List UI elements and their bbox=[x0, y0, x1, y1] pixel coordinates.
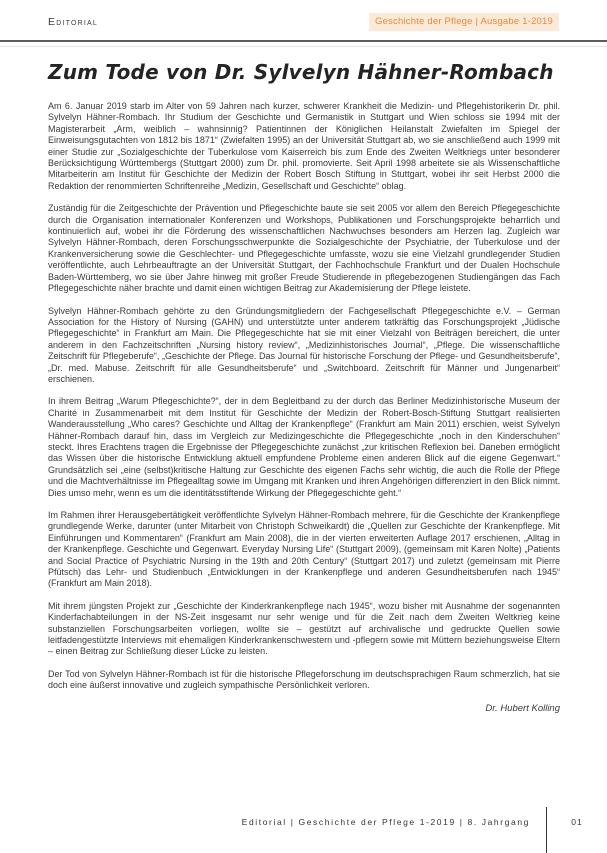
article-paragraph: In ihrem Beitrag „Warum Pflegeschichte?“, der in dem Begleitband zu der durch das Berliner Medizinhistorische Museum der Charité in Zusammenarbeit mit dem Institut für Geschichte der Medizin der Robert-Bosch-Stiftung Stuttgart realisierten Wanderausstellung „Who cares? Geschichte und Alltag der Krankenpflege“ (Frankfurt am Main 2011) erschien, weist Sylvelyn Hähner-Rombach darauf hin, dass im Vergleich zur Medizingeschichte die Pflegegeschichte „noch in den Kinderschuhen“ steckt. Ihres Erachtens tragen die Ergebnisse der Pflegegeschichte zunächst „zur kritischen Reflexion bei. Daneben ermöglicht das Wissen über die historische Entwicklung aktuell empfundene Probleme einen anderen Blick auf die eigene Gegenwart.“ Grundsätzlich sei „eine (selbst)kritische Haltung zur Geschichte des eigenen Fachs sehr wichtig, die auch die Rolle der Pflege und die Machtverhältnisse im Pflegealltag sowie im Umgang mit Kranken und ihren Angehörigen differenziert in den Blick nimmt. Dies umso mehr, wenn es um die identitätsstiftende Wirkung der Pflegegeschichte geht.“ bbox=[48, 396, 560, 498]
page-number: 01 bbox=[571, 817, 583, 827]
article-content bbox=[48, 60, 560, 714]
article-paragraph: Zuständig für die Zeitgeschichte der Prävention und Pflegeschichte baute sie seit 2005 vor allem den Bereich Pflegegeschichte durch die Organisation internationaler Konferenzen und Workshops, Publikationen und Forschungsprojekte beharrlich und kontinuierlich auf, wobei ihr die Förderung des wissenschaftlichen Nachwuchses besonders am Herzen lag. Zugleich war Sylvelyn Hähner-Rombach, deren Forschungsschwerpunkte die Sozialgeschichte der Psychiatrie, der Tuberkulose und der Krankenversicherung sowie die Geschlechter- und Pflegegeschichte umfasste, wozu sie eine Vielzahl grundlegender Studien veröffentlichte, auch Lehrbeauftragte an der Universität Stuttgart, der Fachhochschule Frankfurt und der Dualen Hochschule Baden-Württemberg, wo sie über Jahre hinweg mit großer Freude Studierende in pflegebezogenen Studiengängen das Fach Pflegegeschichte näher brachte und damit einen wichtigen Beitrag zur Akademisierung der Pflege leistete. bbox=[48, 203, 560, 294]
author-signature: Dr. Hubert Kolling bbox=[485, 702, 560, 714]
footer-text: Editorial | Geschichte der Pflege 1-2019 | 8. Jahrgang bbox=[241, 817, 530, 827]
article-title: Zum Tode von Dr. Sylvelyn Hähner-Rombach bbox=[48, 60, 554, 84]
article-paragraph: Sylvelyn Hähner-Rombach gehörte zu den Gründungsmitgliedern der Fachgesellschaft Pflegegeschichte e.V. – German Association for the History of Nursing (GAHN) und unterstützte unter anderem tatkräftig das Forschungsprojekt „Jüdische Pflegegeschichte“ in Frankfurt am Main. Die Pflegegeschichte hat sie mit einer Vielzahl von Beiträgen bereichert, die unter anderem in den Fachzeitschriften „Nursing history review“, „Medizinhistorisches Journal“, „Pflege. Die wissenschaftliche Zeitschrift für Pflegeberufe“, „Geschichte der Pflege. Das Journal für historische Forschung der Pflege- und Gesundheitsberufe“, „Dr. med. Mabuse. Zeitschrift für alle Gesundheitsberufe“ und „Switchboard. Zeitschrift für Männer und Jungenarbeit“ erschienen. bbox=[48, 305, 560, 384]
header-rule bbox=[0, 40, 607, 42]
article-paragraph: Am 6. Januar 2019 starb im Alter von 59 Jahren nach kurzer, schwerer Krankheit die Medizin- und Pflegehistorikerin Dr. phil. Sylvelyn Hähner-Rombach. Ihr Studium der Geschichte und Germanistik in Stuttgart und Wien schloss sie 1994 mit der Magisterarbeit „Arm, weiblich – wahnsinnig? Patientinnen der Königlichen Heilanstalt Zwiefalten im Spiegel der Einweisungsgutachten von 1812 bis 1871“ (Zwiefalten 1995) an der Universität Stuttgart ab, wo sie anschließend auch 1999 mit einer Studie zur „Sozialgeschichte der Tuberkulose vom Kaiserreich bis zum Ende des Zweiten Weltkriegs unter besonderer Berücksichtigung Württembergs (Stuttgart 2000) zum Dr. phil. promovierte. Seit April 1998 arbeitete sie als Wissenschaftliche Mitarbeiterin am Institut für Geschichte der Medizin der Robert Bosch Stiftung in Stuttgart, wobei ihr seit Herbst 2000 die Redaktion der renommierten Schriftenreihe „Medizin, Gesellschaft und Geschichte“ oblag. bbox=[48, 101, 560, 191]
page-header bbox=[48, 13, 559, 31]
article-paragraph: Der Tod von Sylvelyn Hähner-Rombach ist für die historische Pflegeforschung im deutschsprachigen Raum schmerzlich, hat sie doch eine äußerst innovative und zugleich sympathische Persönlichkeit verloren. bbox=[48, 668, 560, 691]
article-paragraph: Mit ihrem jüngsten Projekt zur „Geschichte der Kinderkrankenpflege nach 1945“, wozu bisher mit Ausnahme der sogenannten Kinderfachabteilungen in der NS-Zeit insgesamt nur sehr wenige und für die Zeit nach dem Zweiten Weltkrieg keine substanziellen Forschungsarbeiten vorliegen, wollte sie – gestützt auf archivalische und gedruckte Quellen sowie leitfadengestützte Interviews mit ehemaligen Kinderkrankenschwestern und -pflegern sowie mit Müttern beziehungsweise Eltern – einen Beitrag zur Schließung dieser Lücke zu leisten. bbox=[48, 600, 560, 657]
page-footer bbox=[0, 807, 607, 853]
article-body bbox=[48, 101, 560, 692]
header-rule-shadow bbox=[0, 46, 607, 47]
article-paragraph: Im Rahmen ihrer Herausgebertätigkeit veröffentlichte Sylvelyn Hähner-Rombach mehrere, für die Geschichte der Krankenpflege grundlegende Werke, darunter (unter Mitarbeit von Christoph Schweikardt) die „Quellen zur Geschichte der Krankenpflege. Mit Einführungen und Kommentaren“ (Frankfurt am Main 2008), die in der vierten erweiterten Auflage 2017 erschienen, „Alltag in der Krankenpflege. Geschichte und Gegenwart. Everyday Nursing Life“ (Stuttgart 2009), (gemeinsam mit Karen Nolte) „Patients and Social Practice of Psychiatric Nursing in the 19th and 20th Century“ (Stuttgart 2017) und zuletzt (gemeinsam mit Pierre Pfütsch) das Lehr- und Studienbuch „Entwicklungen in der Krankenpflege und anderen Gesundheitsberufen nach 1945“ (Frankfurt am Main 2018). bbox=[48, 510, 560, 589]
section-label: Editorial bbox=[48, 16, 98, 28]
issue-label: Geschichte der Pflege | Ausgabe 1-2019 bbox=[369, 13, 559, 31]
